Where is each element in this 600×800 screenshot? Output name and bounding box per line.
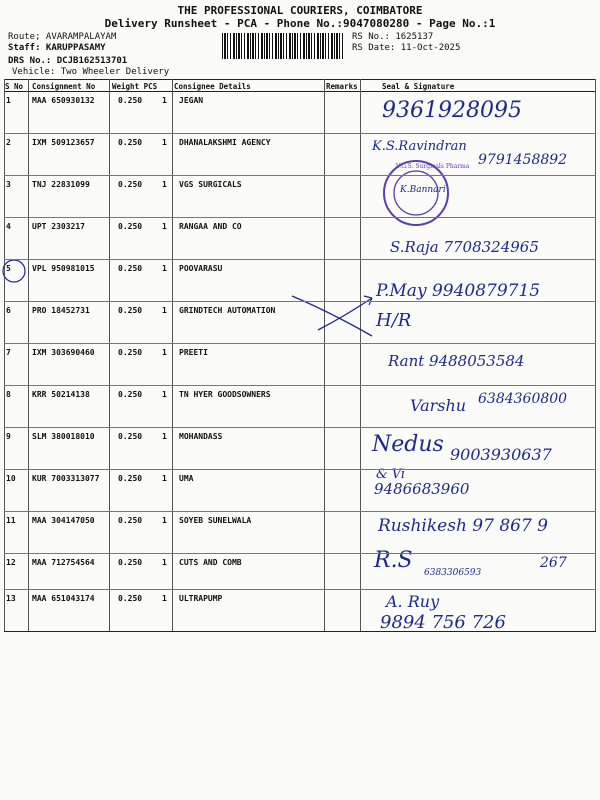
row-consignment: KUR 7003313077: [32, 474, 100, 483]
row-weight: 0.250: [118, 432, 143, 441]
signature-row-9a: Nedus: [372, 432, 444, 457]
row-sno: 4: [6, 222, 11, 231]
row-separator: [4, 343, 596, 344]
signature-row-9b: 9003930637: [450, 445, 552, 464]
row-sno: 6: [6, 306, 11, 315]
row-weight: 0.250: [118, 96, 143, 105]
row-weight: 0.250: [118, 594, 143, 603]
row-sno: 1: [6, 96, 11, 105]
row-consignment: VPL 950981015: [32, 264, 95, 273]
row-separator: [4, 511, 596, 512]
row-sno: 3: [6, 180, 11, 189]
row-sno: 9: [6, 432, 11, 441]
signature-row-12c: 267: [540, 555, 567, 571]
row-pcs: 1: [162, 306, 167, 315]
row-pcs: 1: [162, 432, 167, 441]
row-pcs: 1: [162, 138, 167, 147]
row-separator: [4, 553, 596, 554]
row-sno: 7: [6, 348, 11, 357]
row-pcs: 1: [162, 180, 167, 189]
row-consignment: MAA 304147050: [32, 516, 95, 525]
signature-row-10a: & Vi: [376, 467, 406, 482]
signature-row-2a: K.S.Ravindran: [372, 139, 467, 154]
row-weight: 0.250: [118, 558, 143, 567]
row-consignee: ULTRAPUMP: [179, 594, 223, 603]
row-consignee: MOHANDASS: [179, 432, 223, 441]
row-consignee: CUTS AND COMB: [179, 558, 242, 567]
signature-row-1: 9361928095: [382, 98, 522, 123]
row-separator: [4, 469, 596, 470]
rs-date: RS Date: 11-Oct-2025: [352, 43, 461, 53]
row-weight: 0.250: [118, 516, 143, 525]
row-consignment: TNJ 22831099: [32, 180, 90, 189]
row-consignment: MAA 712754564: [32, 558, 95, 567]
company-title: THE PROFESSIONAL COURIERS, COIMBATORE: [177, 4, 423, 17]
row-consignee: POOVARASU: [179, 264, 223, 273]
row-sno: 13: [6, 594, 16, 603]
row-weight: 0.250: [118, 138, 143, 147]
row-consignment: UPT 2303217: [32, 222, 85, 231]
col-sno: S No: [5, 82, 24, 91]
staff-label: Staff: KARUPPASAMY: [8, 43, 106, 53]
col-remarks: Remarks: [326, 82, 358, 91]
row-weight: 0.250: [118, 474, 143, 483]
signature-row-10b: 9486683960: [374, 480, 470, 498]
row-consignee: DHANALAKSHMI AGENCY: [179, 138, 271, 147]
row-weight: 0.250: [118, 222, 143, 231]
signature-row-6b: H/R: [376, 310, 412, 331]
row-sno: 8: [6, 390, 11, 399]
row-pcs: 1: [162, 96, 167, 105]
signature-row-13a: A. Ruy: [386, 592, 440, 611]
row-sno: 10: [6, 474, 16, 483]
route-label: Route; AVARAMPALAYAM: [8, 32, 117, 42]
row-weight: 0.250: [118, 390, 143, 399]
row-consignee: PREETI: [179, 348, 208, 357]
row-consignment: MAA 650930132: [32, 96, 95, 105]
col-weight-pcs: Weight PCS: [112, 82, 158, 91]
row-pcs: 1: [162, 474, 167, 483]
signature-row-12a: R.S: [374, 548, 413, 573]
stamp-text: V.G.S. Surgicals Pharma: [396, 163, 470, 170]
row-consignment: IXM 509123657: [32, 138, 95, 147]
drs-label: DRS No.: DCJB162513701: [8, 56, 128, 66]
row-separator: [4, 175, 596, 176]
row-pcs: 1: [162, 558, 167, 567]
col-seal-signature: Seal & Signature: [382, 82, 455, 91]
row-separator: [4, 427, 596, 428]
vehicle-label: Vehicle: Two Wheeler Delivery: [12, 67, 170, 77]
row-pcs: 1: [162, 222, 167, 231]
row-sno: 12: [6, 558, 16, 567]
row-consignee: TN HYER GOODSOWNERS: [179, 390, 271, 399]
signature-row-4: S.Raja 7708324965: [390, 238, 539, 256]
signature-row-8a: Varshu: [410, 396, 467, 415]
row-weight: 0.250: [118, 348, 143, 357]
row-consignee: VGS SURGICALS: [179, 180, 242, 189]
row-consignment: IXM 303690460: [32, 348, 95, 357]
row-weight: 0.250: [118, 180, 143, 189]
rs-number: RS No.: 1625137: [352, 32, 434, 42]
row-sno: 2: [6, 138, 11, 147]
row-pcs: 1: [162, 516, 167, 525]
row-separator: [4, 301, 596, 302]
row-weight: 0.250: [118, 306, 143, 315]
row-consignee: GRINDTECH AUTOMATION: [179, 306, 276, 315]
signature-row-11: Rushikesh 97 867 9: [378, 516, 548, 536]
runsheet-subtitle: Delivery Runsheet - PCA - Phone No.:9047080280 - Page No.:1: [104, 17, 496, 30]
row-consignment: KRR 50214138: [32, 390, 90, 399]
row-separator: [4, 589, 596, 590]
signature-row-12b: 6383306593: [424, 568, 482, 578]
row-weight: 0.250: [118, 264, 143, 273]
row-sno: 11: [6, 516, 16, 525]
signature-row-2b: 9791458892: [478, 152, 568, 168]
row-consignee: JEGAN: [179, 96, 204, 105]
col-consignment: Consignment No: [32, 82, 96, 91]
row-pcs: 1: [162, 594, 167, 603]
row-pcs: 1: [162, 264, 167, 273]
row-separator: [4, 385, 596, 386]
col-consignee: Consignee Details: [174, 82, 251, 91]
row-consignee: UMA: [179, 474, 194, 483]
row-consignment: SLM 380018010: [32, 432, 95, 441]
row-pcs: 1: [162, 390, 167, 399]
signature-row-6a: P.May 9940879715: [376, 281, 541, 301]
row-pcs: 1: [162, 348, 167, 357]
row-consignee: RANGAA AND CO: [179, 222, 242, 231]
row-consignment: PRO 18452731: [32, 306, 90, 315]
row-consignee: SOYEB SUNELWALA: [179, 516, 252, 525]
stamp-signature: K.Bannari: [400, 185, 446, 195]
row-sno: 5: [6, 264, 11, 273]
row-consignment: MAA 651043174: [32, 594, 95, 603]
row-separator: [4, 133, 596, 134]
signature-row-13b: 9894 756 726: [380, 612, 506, 633]
row-separator: [4, 217, 596, 218]
row-separator: [4, 259, 596, 260]
signature-row-8b: 6384360800: [478, 391, 568, 407]
signature-row-7: Rant 9488053584: [388, 352, 525, 370]
